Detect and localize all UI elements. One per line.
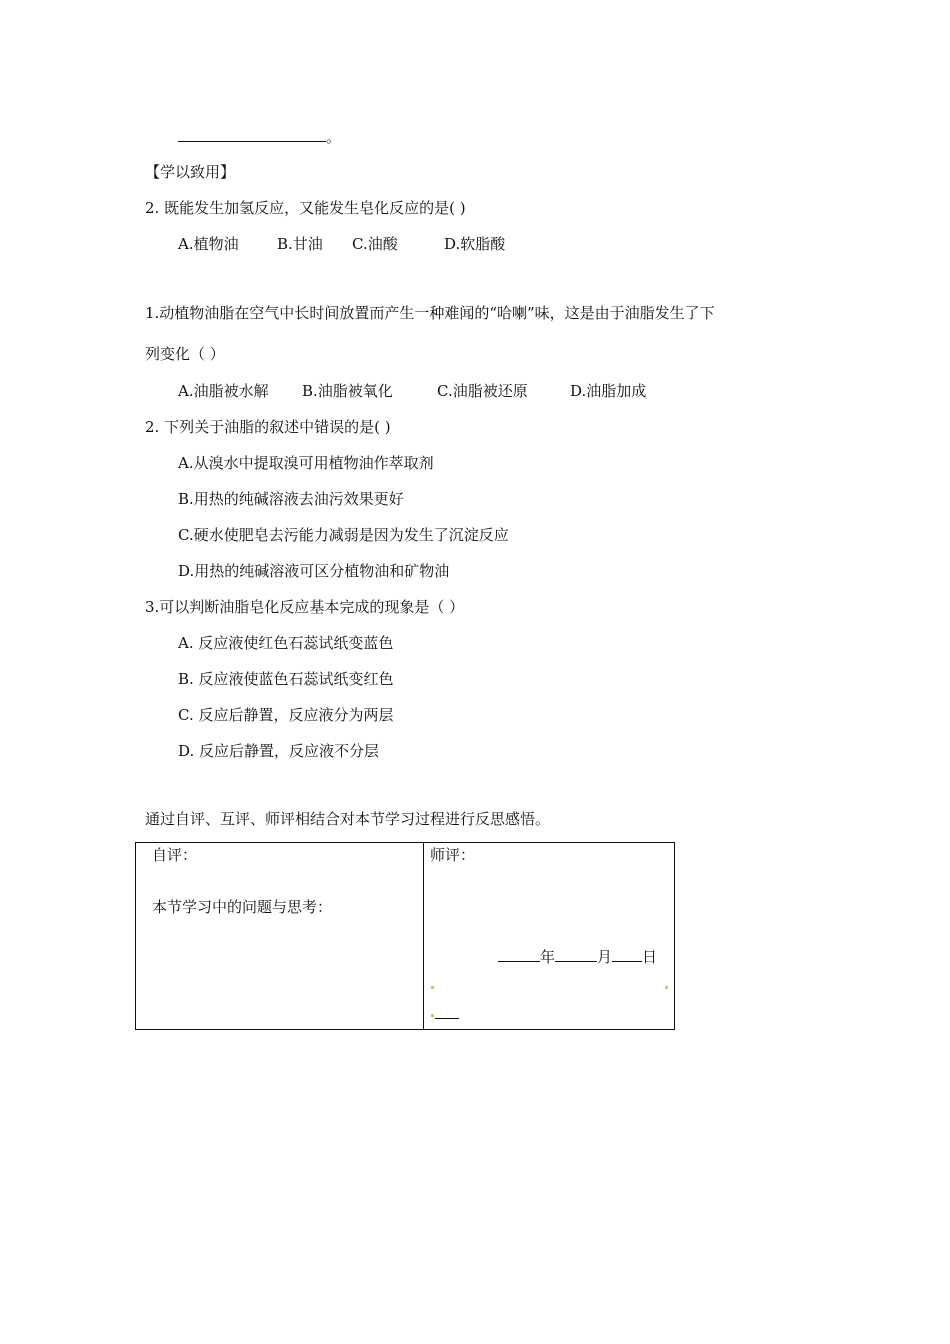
month-label: 月 (597, 948, 613, 966)
option: B. 反应液使蓝色石蕊试纸变红色 (178, 670, 394, 688)
month-blank (555, 947, 597, 962)
year-blank (498, 947, 540, 962)
option: B.甘油 (277, 235, 323, 253)
option: B.油脂被氧化 (302, 382, 393, 400)
section-title: 【学以致用】 (145, 163, 236, 181)
self-eval-label: 自评： (152, 846, 198, 864)
mark-dot (431, 986, 434, 989)
option: A.油脂被水解 (178, 382, 269, 400)
question-label: 本节学习中的问题与思考： (152, 898, 333, 916)
option: A. 反应液使红色石蕊试纸变蓝色 (178, 634, 394, 652)
day-label: 日 (642, 948, 658, 966)
teacher-eval-label: 师评： (430, 846, 476, 864)
option: D.用热的纯碱溶液可区分植物油和矿物油 (178, 562, 450, 580)
option: D. 反应后静置，反应液不分层 (178, 742, 380, 760)
question-text: 2. 既能发生加氢反应，又能发生皂化反应的是( ) (145, 199, 466, 217)
table-divider (423, 843, 424, 1029)
mark-dot (665, 986, 668, 989)
reflection-intro: 通过自评、互评、师评相结合对本节学习过程进行反思感悟。 (145, 810, 551, 828)
option: A.植物油 (178, 235, 239, 253)
end-mark: 。 (326, 128, 342, 146)
mark-dot (431, 1014, 434, 1017)
option: D.软脂酸 (444, 235, 506, 253)
reflection-table (135, 842, 675, 1030)
day-blank (612, 947, 642, 962)
blank-underline (178, 127, 326, 142)
option: D.油脂加成 (570, 382, 647, 400)
question-text: 1.动植物油脂在空气中长时间放置而产生一种难闻的“哈喇”味，这是由于油脂发生了下 (145, 304, 715, 322)
question-text: 3.可以判断油脂皂化反应基本完成的现象是（ ） (145, 598, 465, 616)
option: C.油酸 (352, 235, 398, 253)
option: C.油脂被还原 (437, 382, 528, 400)
question-text: 列变化（ ） (145, 345, 225, 363)
option: B.用热的纯碱溶液去油污效果更好 (178, 490, 404, 508)
option: A.从溴水中提取溴可用植物油作萃取剂 (178, 454, 434, 472)
option: C. 反应后静置，反应液分为两层 (178, 706, 394, 724)
year-label: 年 (540, 948, 556, 966)
signature-line (435, 1018, 459, 1019)
date-line (498, 947, 657, 966)
question-text: 2. 下列关于油脂的叙述中错误的是( ) (145, 418, 391, 436)
option: C.硬水使肥皂去污能力减弱是因为发生了沉淀反应 (178, 526, 509, 544)
answer-line (178, 127, 341, 146)
